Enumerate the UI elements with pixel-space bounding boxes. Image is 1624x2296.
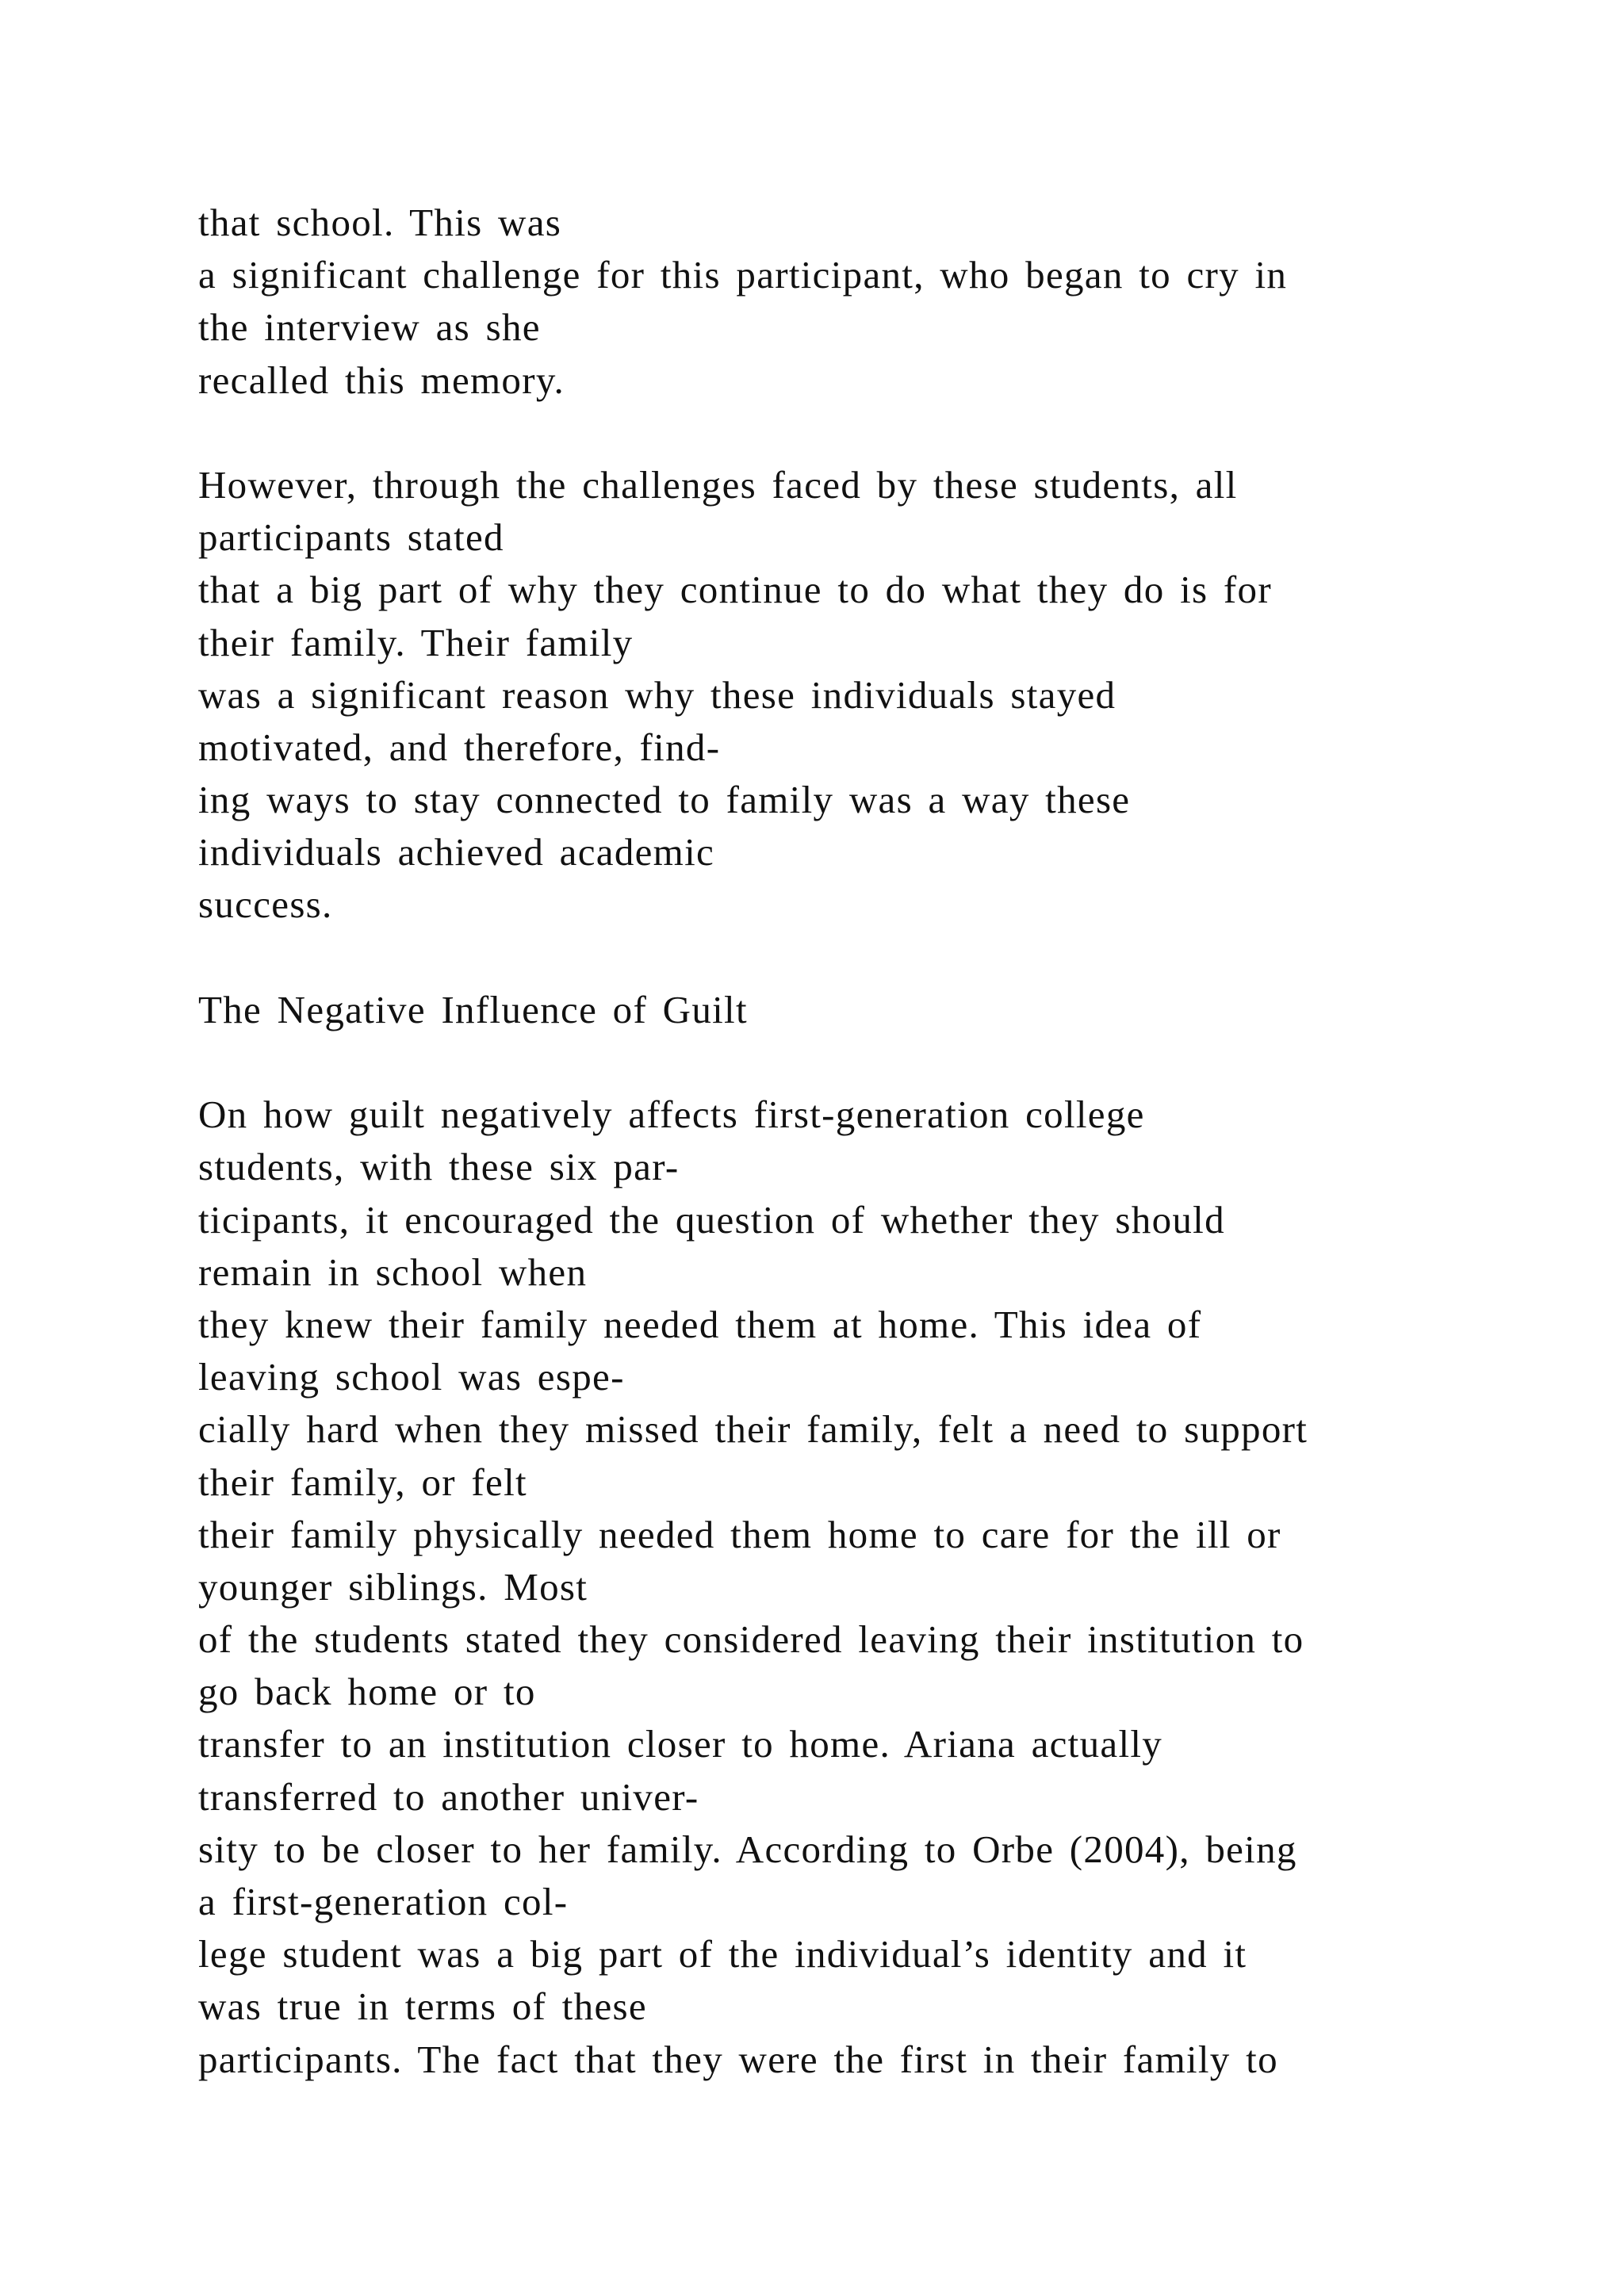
text-line: cially hard when they missed their family, felt a need to support: [198, 1407, 1308, 1452]
text-line: that a big part of why they continue to do what they do is for: [198, 568, 1272, 612]
text-line: of the students stated they considered leaving their institution to: [198, 1617, 1304, 1662]
text-line: participants. The fact that they were the first in their family to: [198, 2037, 1278, 2081]
paragraph-gap: [198, 932, 1594, 984]
text-line: younger siblings. Most: [198, 1564, 588, 1609]
text-line: ticipants, it encouraged the question of whether they should: [198, 1197, 1225, 1242]
text-line: However, through the challenges faced by these students, all: [198, 462, 1238, 507]
paragraph-1: [198, 197, 1594, 407]
text-line: the interview as she: [198, 305, 541, 350]
paragraph-3: [198, 1089, 1594, 2086]
text-line: transferred to another univer-: [198, 1774, 699, 1819]
text-line: remain in school when: [198, 1249, 588, 1294]
text-line: was a significant reason why these individuals stayed: [198, 672, 1116, 717]
paragraph-2: [198, 459, 1594, 932]
text-line: their family. Their family: [198, 620, 634, 664]
document-body: [198, 197, 1594, 2086]
text-line: lege student was a big part of the individual’s identity and it: [198, 1932, 1247, 1976]
paragraph-gap: [198, 407, 1594, 459]
text-line: On how guilt negatively affects first-generation college: [198, 1093, 1145, 1137]
text-line: participants stated: [198, 515, 504, 560]
text-line: that school. This was: [198, 201, 562, 244]
text-line: individuals achieved academic: [198, 830, 715, 874]
text-line: sity to be closer to her family. According to Orbe (2004), being: [198, 1827, 1297, 1871]
text-line: transfer to an institution closer to home. Ariana actually: [198, 1722, 1163, 1766]
text-line: success.: [198, 882, 333, 927]
text-line: motivated, and therefore, find-: [198, 725, 721, 769]
text-line: was true in terms of these: [198, 1984, 647, 2029]
text-line: go back home or to: [198, 1670, 536, 1714]
text-line: ing ways to stay connected to family was a way these: [198, 778, 1131, 822]
text-line: their family physically needed them home to care for the ill or: [198, 1512, 1281, 1556]
text-line: students, with these six par-: [198, 1145, 680, 1189]
section-heading: The Negative Influence of Guilt: [198, 987, 748, 1031]
text-line: their family, or felt: [198, 1460, 527, 1504]
text-line: a first-generation col-: [198, 1880, 569, 1923]
text-line: recalled this memory.: [198, 358, 565, 402]
text-line: a significant challenge for this participant, who began to cry in: [198, 253, 1288, 297]
text-line: they knew their family needed them at home. This idea of: [198, 1302, 1202, 1346]
text-line: leaving school was espe-: [198, 1355, 625, 1399]
paragraph-gap: [198, 1036, 1594, 1089]
